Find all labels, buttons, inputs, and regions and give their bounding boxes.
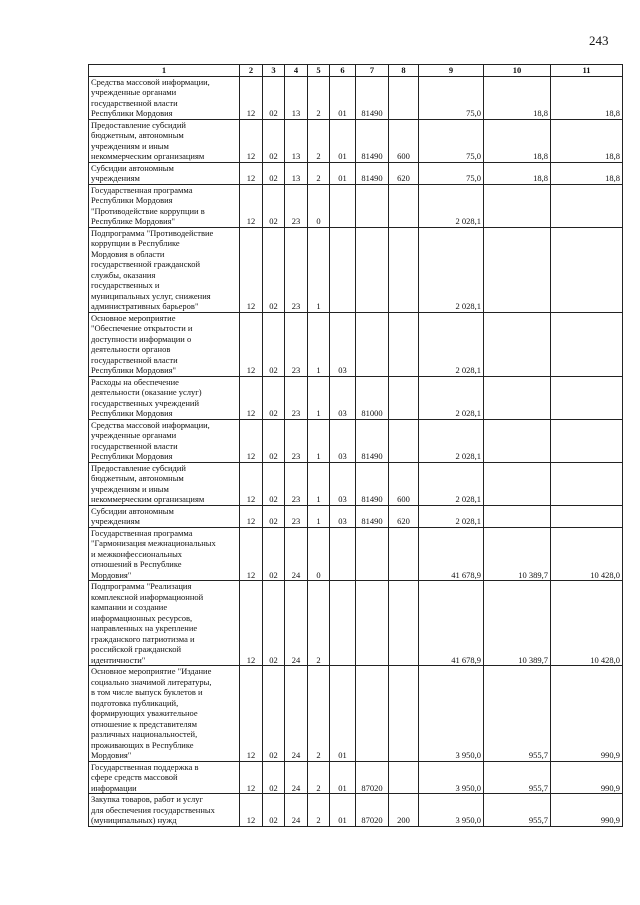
amount-cell: 3 950,0 (419, 761, 484, 794)
section-code-cell: 02 (263, 761, 285, 794)
ministry-code-cell: 12 (240, 227, 263, 312)
subprogram-code-cell: 2 (308, 666, 330, 762)
name-cell: Государственная поддержка в сфере средств массовой информации (89, 761, 240, 794)
expense-direction-cell: 81490 (356, 419, 389, 462)
program-code-cell: 24 (285, 581, 308, 666)
subprogram-code-cell: 1 (308, 376, 330, 419)
expense-direction-cell (356, 227, 389, 312)
activity-code-cell: 01 (330, 162, 356, 184)
ministry-code-cell: 12 (240, 794, 263, 827)
expense-type-cell (389, 227, 419, 312)
amount-cell: 41 678,9 (419, 581, 484, 666)
table-row (89, 419, 623, 462)
expense-direction-cell: 87020 (356, 794, 389, 827)
amount-cell: 18,8 (484, 162, 551, 184)
program-code-cell: 13 (285, 119, 308, 162)
name-cell: Средства массовой информации, учрежденные органами государственной власти Республики Мордовия (89, 76, 240, 119)
table-row (89, 666, 623, 762)
subprogram-code-cell: 2 (308, 162, 330, 184)
section-code-cell: 02 (263, 794, 285, 827)
expense-type-cell: 200 (389, 794, 419, 827)
activity-code-cell: 03 (330, 419, 356, 462)
column-header: 9 (419, 65, 484, 77)
amount-cell (484, 462, 551, 505)
amount-cell (551, 419, 623, 462)
section-code-cell: 02 (263, 184, 285, 227)
expense-type-cell (389, 419, 419, 462)
expense-type-cell: 600 (389, 119, 419, 162)
program-code-cell: 23 (285, 227, 308, 312)
expense-direction-cell: 81490 (356, 76, 389, 119)
section-code-cell: 02 (263, 419, 285, 462)
activity-code-cell: 01 (330, 119, 356, 162)
amount-cell: 10 428,0 (551, 527, 623, 581)
expense-type-cell (389, 376, 419, 419)
program-code-cell: 23 (285, 505, 308, 527)
table-header-row (89, 65, 623, 77)
table-row (89, 462, 623, 505)
amount-cell: 2 028,1 (419, 312, 484, 376)
amount-cell: 3 950,0 (419, 666, 484, 762)
amount-cell (484, 312, 551, 376)
amount-cell (551, 184, 623, 227)
ministry-code-cell: 12 (240, 581, 263, 666)
expense-type-cell (389, 527, 419, 581)
table-row (89, 761, 623, 794)
ministry-code-cell: 12 (240, 505, 263, 527)
name-cell: Средства массовой информации, учрежденные органами государственной власти Республики Мордовия (89, 419, 240, 462)
expense-type-cell (389, 581, 419, 666)
column-header: 5 (308, 65, 330, 77)
activity-code-cell: 03 (330, 505, 356, 527)
table-row (89, 376, 623, 419)
activity-code-cell (330, 527, 356, 581)
column-header: 4 (285, 65, 308, 77)
program-code-cell: 13 (285, 76, 308, 119)
amount-cell (551, 312, 623, 376)
subprogram-code-cell: 1 (308, 312, 330, 376)
subprogram-code-cell: 2 (308, 794, 330, 827)
subprogram-code-cell: 2 (308, 581, 330, 666)
expense-direction-cell (356, 312, 389, 376)
activity-code-cell: 03 (330, 312, 356, 376)
subprogram-code-cell: 1 (308, 505, 330, 527)
amount-cell: 18,8 (551, 76, 623, 119)
subprogram-code-cell: 0 (308, 184, 330, 227)
table-row (89, 76, 623, 119)
ministry-code-cell: 12 (240, 119, 263, 162)
table-row (89, 527, 623, 581)
activity-code-cell: 03 (330, 462, 356, 505)
expense-type-cell (389, 184, 419, 227)
ministry-code-cell: 12 (240, 162, 263, 184)
column-header: 1 (89, 65, 240, 77)
amount-cell: 18,8 (484, 76, 551, 119)
amount-cell: 3 950,0 (419, 794, 484, 827)
amount-cell: 10 389,7 (484, 527, 551, 581)
subprogram-code-cell: 1 (308, 419, 330, 462)
table-row (89, 794, 623, 827)
subprogram-code-cell: 2 (308, 119, 330, 162)
program-code-cell: 23 (285, 312, 308, 376)
budget-table (88, 64, 623, 827)
name-cell: Государственная программа Республики Мордовия "Противодействие коррупции в Республике Мордовия" (89, 184, 240, 227)
table-row (89, 581, 623, 666)
table-row (89, 505, 623, 527)
amount-cell: 10 428,0 (551, 581, 623, 666)
activity-code-cell: 01 (330, 666, 356, 762)
subprogram-code-cell: 1 (308, 227, 330, 312)
section-code-cell: 02 (263, 581, 285, 666)
activity-code-cell: 01 (330, 76, 356, 119)
amount-cell: 2 028,1 (419, 227, 484, 312)
program-code-cell: 23 (285, 376, 308, 419)
expense-direction-cell: 81490 (356, 119, 389, 162)
column-header: 10 (484, 65, 551, 77)
amount-cell: 990,9 (551, 666, 623, 762)
amount-cell: 955,7 (484, 761, 551, 794)
section-code-cell: 02 (263, 462, 285, 505)
table-row (89, 227, 623, 312)
ministry-code-cell: 12 (240, 376, 263, 419)
table-row (89, 119, 623, 162)
activity-code-cell (330, 184, 356, 227)
program-code-cell: 24 (285, 666, 308, 762)
activity-code-cell (330, 581, 356, 666)
name-cell: Основное мероприятие "Издание социально значимой литературы, в том числе выпуск буклетов и подготовка публикаций, формирующих уважительное отношение к представителям различных национальностей, проживающих в Республике Мордовия" (89, 666, 240, 762)
name-cell: Субсидии автономным учреждениям (89, 162, 240, 184)
page-number: 243 (589, 33, 609, 48)
program-code-cell: 23 (285, 184, 308, 227)
program-code-cell: 23 (285, 462, 308, 505)
subprogram-code-cell: 0 (308, 527, 330, 581)
amount-cell (484, 227, 551, 312)
program-code-cell: 13 (285, 162, 308, 184)
section-code-cell: 02 (263, 666, 285, 762)
amount-cell (551, 227, 623, 312)
amount-cell: 955,7 (484, 794, 551, 827)
amount-cell: 18,8 (551, 119, 623, 162)
section-code-cell: 02 (263, 527, 285, 581)
amount-cell (484, 376, 551, 419)
table-row (89, 184, 623, 227)
expense-direction-cell: 87020 (356, 761, 389, 794)
expense-direction-cell: 81490 (356, 505, 389, 527)
ministry-code-cell: 12 (240, 419, 263, 462)
expense-direction-cell (356, 184, 389, 227)
ministry-code-cell: 12 (240, 761, 263, 794)
amount-cell (484, 419, 551, 462)
amount-cell: 18,8 (551, 162, 623, 184)
name-cell: Предоставление субсидий бюджетным, автономным учреждениям и иным некоммерческим организациям (89, 462, 240, 505)
amount-cell: 2 028,1 (419, 462, 484, 505)
subprogram-code-cell: 2 (308, 761, 330, 794)
expense-direction-cell (356, 666, 389, 762)
ministry-code-cell: 12 (240, 184, 263, 227)
expense-direction-cell: 81490 (356, 162, 389, 184)
program-code-cell: 24 (285, 794, 308, 827)
section-code-cell: 02 (263, 227, 285, 312)
amount-cell: 75,0 (419, 76, 484, 119)
ministry-code-cell: 12 (240, 666, 263, 762)
expense-type-cell (389, 312, 419, 376)
amount-cell: 2 028,1 (419, 184, 484, 227)
expense-type-cell (389, 666, 419, 762)
column-header: 3 (263, 65, 285, 77)
activity-code-cell: 01 (330, 761, 356, 794)
table-row (89, 312, 623, 376)
subprogram-code-cell: 2 (308, 76, 330, 119)
section-code-cell: 02 (263, 376, 285, 419)
name-cell: Подпрограмма "Реализация комплексной информационной кампании и создание информационных ресурсов, направленных на укрепление гражданского патриотизма и российской гражданской идентичности" (89, 581, 240, 666)
ministry-code-cell: 12 (240, 527, 263, 581)
subprogram-code-cell: 1 (308, 462, 330, 505)
name-cell: Государственная программа "Гармонизация межнациональных и межконфессиональных отношений в Республике Мордовия" (89, 527, 240, 581)
section-code-cell: 02 (263, 119, 285, 162)
amount-cell: 990,9 (551, 761, 623, 794)
amount-cell (551, 462, 623, 505)
column-header: 11 (551, 65, 623, 77)
amount-cell (484, 184, 551, 227)
name-cell: Основное мероприятие "Обеспечение открытости и доступности информации о деятельности органов государственной власти Республики Мордовия" (89, 312, 240, 376)
amount-cell: 41 678,9 (419, 527, 484, 581)
amount-cell: 2 028,1 (419, 376, 484, 419)
expense-type-cell: 600 (389, 462, 419, 505)
expense-direction-cell (356, 527, 389, 581)
program-code-cell: 23 (285, 419, 308, 462)
ministry-code-cell: 12 (240, 76, 263, 119)
amount-cell: 2 028,1 (419, 505, 484, 527)
ministry-code-cell: 12 (240, 462, 263, 505)
column-header: 2 (240, 65, 263, 77)
ministry-code-cell: 12 (240, 312, 263, 376)
expense-direction-cell: 81490 (356, 462, 389, 505)
section-code-cell: 02 (263, 76, 285, 119)
program-code-cell: 24 (285, 527, 308, 581)
name-cell: Расходы на обеспечение деятельности (оказание услуг) государственных учреждений Республики Мордовия (89, 376, 240, 419)
expense-type-cell: 620 (389, 505, 419, 527)
section-code-cell: 02 (263, 505, 285, 527)
name-cell: Предоставление субсидий бюджетным, автономным учреждениям и иным некоммерческим организациям (89, 119, 240, 162)
amount-cell (551, 376, 623, 419)
program-code-cell: 24 (285, 761, 308, 794)
section-code-cell: 02 (263, 312, 285, 376)
expense-type-cell: 620 (389, 162, 419, 184)
expense-direction-cell: 81000 (356, 376, 389, 419)
activity-code-cell (330, 227, 356, 312)
activity-code-cell: 01 (330, 794, 356, 827)
table-row (89, 162, 623, 184)
amount-cell: 955,7 (484, 666, 551, 762)
amount-cell: 75,0 (419, 119, 484, 162)
table-body (89, 76, 623, 826)
name-cell: Субсидии автономным учреждениям (89, 505, 240, 527)
column-header: 6 (330, 65, 356, 77)
name-cell: Подпрограмма "Противодействие коррупции в Республике Мордовия в области государственной гражданской службы, оказания государственных и муниципальных услуг, снижения административных барьеров" (89, 227, 240, 312)
amount-cell: 990,9 (551, 794, 623, 827)
amount-cell: 10 389,7 (484, 581, 551, 666)
expense-direction-cell (356, 581, 389, 666)
amount-cell: 75,0 (419, 162, 484, 184)
amount-cell (551, 505, 623, 527)
column-header: 8 (389, 65, 419, 77)
name-cell: Закупка товаров, работ и услуг для обеспечения государственных (муниципальных) нужд (89, 794, 240, 827)
amount-cell (484, 505, 551, 527)
section-code-cell: 02 (263, 162, 285, 184)
expense-type-cell (389, 76, 419, 119)
amount-cell: 2 028,1 (419, 419, 484, 462)
expense-type-cell (389, 761, 419, 794)
column-header: 7 (356, 65, 389, 77)
amount-cell: 18,8 (484, 119, 551, 162)
activity-code-cell: 03 (330, 376, 356, 419)
